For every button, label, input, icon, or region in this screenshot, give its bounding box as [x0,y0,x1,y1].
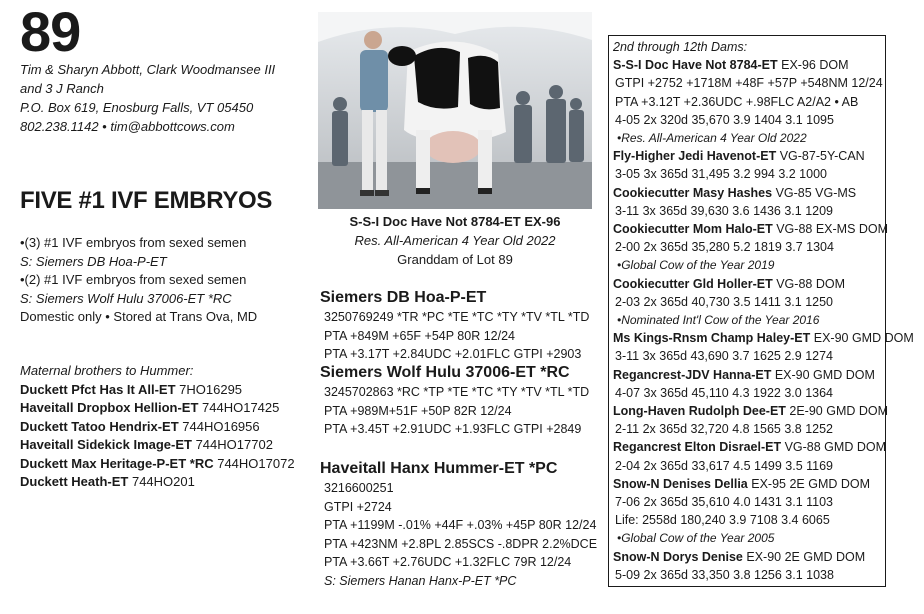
sire-line: PTA +1199M -.01% +44F +.03% +45P 80R 12/24 [324,518,597,532]
brother-row [20,399,315,418]
dam-lifetime-record: Life: 2558d 180,240 3.9 7108 3.4 6065 [615,513,830,528]
sire-line: 3216600251 [324,481,394,495]
brother-row [20,418,315,437]
brother-name: Duckett Heath-ET [20,474,129,489]
dam-classification: VG-88 DOM [772,276,845,291]
sire-name: Siemers DB Hoa-P-ET [320,289,487,306]
dam-classification: EX-95 2E GMD DOM [747,476,871,491]
embryo-details [20,234,310,327]
dam-name: Regancrest-JDV Hanna-ET [613,367,772,382]
dam-record: 2-03 2x 365d 40,730 3.5 1411 3.1 1250 [615,294,834,309]
consignor-line: P.O. Box 619, Enosburg Falls, VT 05450 [20,100,254,115]
dam-name: Snow-N Dorys Denise [613,549,743,564]
sire-name: Siemers Wolf Hulu 37006-ET *RC [320,364,570,381]
sire-line: PTA +3.66T +2.76UDC +1.32FLC 79R 12/24 [324,555,572,569]
dam-classification: EX-96 DOM [777,58,849,73]
dam-classification: VG-85 VG-MS [772,185,857,200]
dams-box [608,35,914,587]
dam-record: 2-00 2x 365d 35,280 5.2 1819 3.7 1304 [615,240,834,255]
dam-name-row [613,184,885,202]
maternal-brothers [20,362,315,492]
brother-row [20,381,315,400]
brother-name: Duckett Pfct Has It All-ET [20,381,176,397]
sire-line: PTA +423NM +2.8PL 2.85SCS -.8DPR 2.2%DCE [324,536,598,551]
dam-classification: EX-90 2E GMD DOM [742,549,866,564]
dam-record: PTA +3.12T +2.36UDC +.98FLC A2/A2 • AB [615,94,859,109]
caption-relation: Granddam of Lot 89 [397,252,513,267]
offer-headline: FIVE #1 IVF EMBRYOS [20,187,273,214]
brother-code: 744HO17702 [191,437,273,452]
embryo-sire-line: S: Siemers Wolf Hulu 37006-ET *RC [20,290,232,306]
sire-line: GTPI +2724 [324,499,392,514]
sire-line: PTA +3.45T +2.91UDC +1.93FLC GTPI +2849 [324,422,582,436]
dam-classification: EX-90 GMD DOM [771,367,875,382]
dam-classification: VG-88 EX-MS DOM [772,222,889,237]
storage-line: Domestic only • Stored at Trans Ova, MD [20,309,258,324]
dam-name-row [613,220,889,238]
dam-name-row [613,548,885,566]
brother-name: Haveitall Dropbox Hellion-ET [20,400,199,415]
dam-name-row [613,402,889,420]
brother-code: 7HO16295 [175,381,243,397]
dam-note: •Nominated Int'l Cow of the Year 2016 [617,313,820,328]
dam-record: GTPI +2752 +1718M +48F +57P +548NM 12/24 [615,76,883,91]
sire-block-hummer [320,459,605,590]
sire-block-hoa [320,288,605,364]
consignor-line: and 3 J Ranch [20,81,104,96]
dam-name: Cookiecutter Gld Holler-ET [613,276,773,291]
dam-classification: EX-90 GMD DOM [810,331,914,346]
dam-classification: VG-88 GMD DOM [781,440,886,455]
cow-photo-illustration [318,12,592,209]
brother-row [20,473,315,492]
sire-name: Haveitall Hanx Hummer-ET *PC [320,460,558,477]
brother-code: 744HO201 [128,474,195,489]
cow-photo [318,12,592,209]
dam-note: •Res. All-American 4 Year Old 2022 [617,131,807,146]
caption-award: Res. All-American 4 Year Old 2022 [354,233,556,248]
sire-line: 3250769249 *TR *PC *TE *TC *TY *TV *TL *TD [324,310,590,324]
dam-name-row [613,329,914,347]
dam-record: 7-06 2x 365d 35,610 4.0 1431 3.1 1103 [615,495,834,510]
caption-cow-name: S-S-I Doc Have Not 8784-ET EX-96 [349,214,561,229]
brother-code: 744HO17425 [198,400,280,415]
maternal-heading: Maternal brothers to Hummer: [20,363,194,378]
photo-caption [318,212,592,269]
dam-name-row [613,275,885,293]
dam-name-row [613,56,885,74]
dam-name-row [613,438,885,456]
dam-name: S-S-I Doc Have Not 8784-ET [613,58,778,73]
sire-line: PTA +3.17T +2.84UDC +2.01FLC GTPI +2903 [324,347,582,361]
sire-line: 3245702863 *RC *TP *TE *TC *TY *TV *TL *TD [324,385,590,399]
dam-name-row [613,147,885,165]
brother-code: 744HO16956 [178,418,260,434]
dam-name: Regancrest Elton Disrael-ET [613,440,782,455]
dam-name-row [613,366,885,384]
brother-name: Haveitall Sidekick Image-ET [20,437,192,452]
consignor-line: 802.238.1142 • tim@abbottcows.com [20,119,235,134]
sire-block-hulu [320,363,605,439]
dam-classification: VG-87-5Y-CAN [776,149,865,164]
consignor-line: Tim & Sharyn Abbott, Clark Woodmansee III [20,62,276,77]
embryo-line: •(3) #1 IVF embryos from sexed semen [20,235,247,250]
brother-row [20,436,315,455]
dam-name: Ms Kings-Rnsm Champ Haley-ET [613,331,811,346]
brother-code: 744HO17072 [213,455,295,471]
dam-record: 2-11 2x 365d 32,720 4.8 1565 3.8 1252 [615,422,834,437]
dam-record: 3-11 3x 365d 39,630 3.6 1436 3.1 1209 [615,203,834,218]
dam-record: 2-04 2x 365d 33,617 4.5 1499 3.5 1169 [615,458,834,473]
embryo-sire-line: S: Siemers DB Hoa-P-ET [20,253,167,269]
dam-note: •Global Cow of the Year 2019 [617,258,775,273]
brother-row [20,455,315,474]
dams-heading: 2nd through 12th Dams: [613,40,748,54]
dam-note: •Global Cow of the Year 2005 [617,531,775,546]
brother-name: Duckett Tatoo Hendrix-ET [20,418,179,434]
dam-name: Cookiecutter Mom Halo-ET [613,222,773,237]
dam-record: 3-05 3x 365d 31,495 3.2 994 3.2 1000 [615,167,827,182]
dam-name: Snow-N Denises Dellia [613,476,748,491]
sire-line: PTA +989M+51F +50P 82R 12/24 [324,403,512,418]
consignor-contact [20,60,300,136]
embryo-line: •(2) #1 IVF embryos from sexed semen [20,272,247,287]
dam-record: 4-05 2x 320d 35,670 3.9 1404 3.1 1095 [615,112,834,127]
sire-line: PTA +849M +65F +54P 80R 12/24 [324,328,515,343]
dam-record: 3-11 3x 365d 43,690 3.7 1625 2.9 1274 [615,349,834,364]
dam-name: Long-Haven Rudolph Dee-ET [613,404,786,419]
dam-name: Cookiecutter Masy Hashes [613,185,773,200]
brother-name: Duckett Max Heritage-P-ET *RC [20,455,214,471]
lot-number: 89 [20,0,81,63]
sire-of-sire-line: S: Siemers Hanan Hanx-P-ET *PC [324,573,517,588]
dam-record: 5-09 2x 365d 33,350 3.8 1256 3.1 1038 [615,567,834,582]
dam-classification: 2E-90 GMD DOM [785,404,889,419]
dam-record: 4-07 3x 365d 45,110 4.3 1922 3.0 1364 [615,385,834,400]
dam-name: Fly-Higher Jedi Havenot-ET [613,149,777,164]
dam-name-row [613,475,885,493]
